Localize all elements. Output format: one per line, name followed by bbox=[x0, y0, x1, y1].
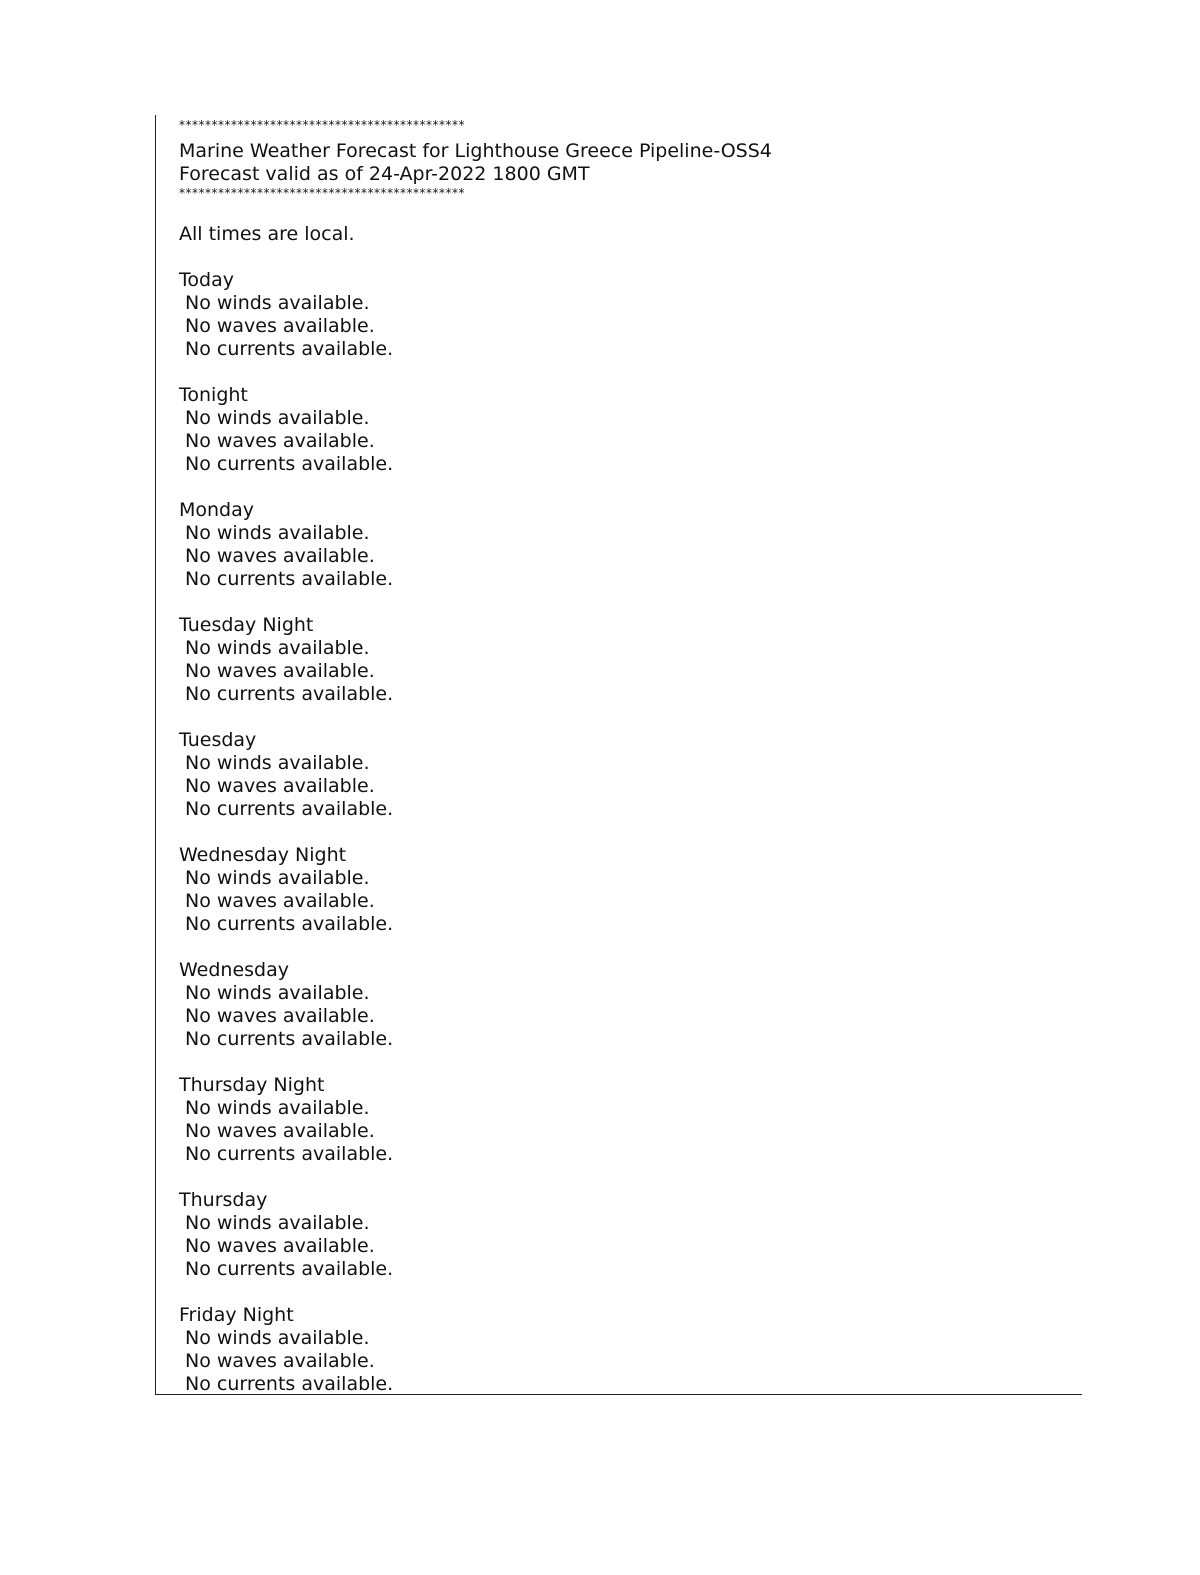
period-currents: No currents available. bbox=[185, 913, 394, 935]
period-name: Thursday bbox=[179, 1189, 268, 1211]
period-currents: No currents available. bbox=[185, 1028, 394, 1050]
times-note: All times are local. bbox=[179, 223, 355, 245]
period-name: Tonight bbox=[179, 384, 248, 406]
forecast-period bbox=[179, 959, 1059, 1051]
period-currents: No currents available. bbox=[185, 1143, 394, 1165]
spacer bbox=[179, 200, 1059, 223]
header-stars-bottom: ******************************************** bbox=[179, 186, 465, 200]
period-waves: No waves available. bbox=[185, 1005, 375, 1027]
period-winds: No winds available. bbox=[185, 1097, 370, 1119]
forecast-period bbox=[179, 269, 1059, 361]
forecast-content bbox=[179, 118, 1059, 1395]
period-waves: No waves available. bbox=[185, 545, 375, 567]
period-winds: No winds available. bbox=[185, 752, 370, 774]
period-name: Thursday Night bbox=[179, 1074, 325, 1096]
forecast-period bbox=[179, 1189, 1059, 1281]
forecast-period bbox=[179, 844, 1059, 936]
period-waves: No waves available. bbox=[185, 1350, 375, 1372]
forecast-period bbox=[179, 614, 1059, 706]
period-winds: No winds available. bbox=[185, 867, 370, 889]
period-winds: No winds available. bbox=[185, 1327, 370, 1349]
period-waves: No waves available. bbox=[185, 430, 375, 452]
period-currents: No currents available. bbox=[185, 683, 394, 705]
period-waves: No waves available. bbox=[185, 775, 375, 797]
period-winds: No winds available. bbox=[185, 292, 370, 314]
period-currents: No currents available. bbox=[185, 798, 394, 820]
period-waves: No waves available. bbox=[185, 660, 375, 682]
period-waves: No waves available. bbox=[185, 315, 375, 337]
period-currents: No currents available. bbox=[185, 338, 394, 360]
period-name: Today bbox=[179, 269, 234, 291]
forecast-period bbox=[179, 499, 1059, 591]
period-name: Wednesday Night bbox=[179, 844, 347, 866]
forecast-title: Marine Weather Forecast for Lighthouse Greece Pipeline-OSS4 bbox=[179, 140, 772, 162]
forecast-period bbox=[179, 729, 1059, 821]
period-name: Wednesday bbox=[179, 959, 290, 981]
period-winds: No winds available. bbox=[185, 522, 370, 544]
forecast-period bbox=[179, 1304, 1059, 1395]
forecast-period bbox=[179, 384, 1059, 476]
period-name: Friday Night bbox=[179, 1304, 294, 1326]
period-name: Monday bbox=[179, 499, 255, 521]
forecast-periods bbox=[179, 269, 1059, 1395]
period-name: Tuesday bbox=[179, 729, 257, 751]
period-winds: No winds available. bbox=[185, 407, 370, 429]
header-stars-top: ******************************************** bbox=[179, 118, 465, 132]
period-currents: No currents available. bbox=[185, 1373, 394, 1395]
period-currents: No currents available. bbox=[185, 453, 394, 475]
period-name: Tuesday Night bbox=[179, 614, 314, 636]
period-winds: No winds available. bbox=[185, 1212, 370, 1234]
forecast-valid-time: Forecast valid as of 24-Apr-2022 1800 GMT bbox=[179, 163, 590, 185]
period-winds: No winds available. bbox=[185, 637, 370, 659]
period-currents: No currents available. bbox=[185, 568, 394, 590]
period-winds: No winds available. bbox=[185, 982, 370, 1004]
period-waves: No waves available. bbox=[185, 890, 375, 912]
forecast-period bbox=[179, 1074, 1059, 1166]
period-waves: No waves available. bbox=[185, 1120, 375, 1142]
period-waves: No waves available. bbox=[185, 1235, 375, 1257]
forecast-document-frame bbox=[155, 115, 1082, 1395]
period-currents: No currents available. bbox=[185, 1258, 394, 1280]
